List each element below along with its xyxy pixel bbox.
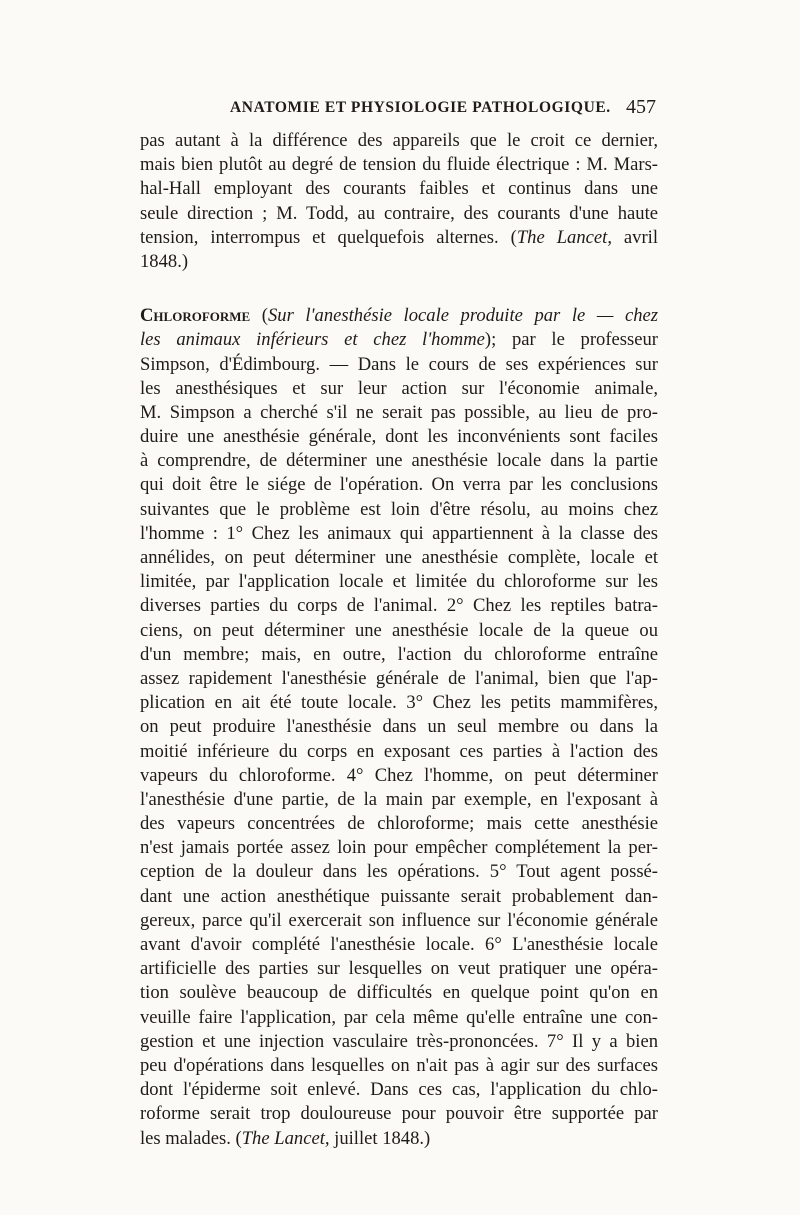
text-line: seule direction ; M. Todd, au contraire, des courants d'une haute <box>140 202 658 224</box>
entry-label: Chloroforme <box>140 305 251 327</box>
text-line: mais bien plutôt au degré de tension du fluide électrique : M. Mars- <box>140 154 658 176</box>
text-line: tion soulève beaucoup de difficultés en quelque point qu'on en <box>140 982 658 1004</box>
text-line: plication en ait été toute locale. 3° Chez les petits mammifères, <box>140 692 658 714</box>
text-line: veuille faire l'application, par cela même qu'elle entraîne une con- <box>140 1006 658 1028</box>
text-line: suivantes que le problème est loin d'être résolu, au moins chez <box>140 498 658 520</box>
text-line: les anesthésiques et sur leur action sur l'économie animale, <box>140 377 658 399</box>
text-line: vapeurs du chloroforme. 4° Chez l'homme, on peut déterminer <box>140 764 658 786</box>
text-line <box>140 304 658 328</box>
text-line: assez rapidement l'anesthésie générale de l'animal, bien que l'ap- <box>140 667 658 689</box>
text-line: M. Simpson a cherché s'il ne serait pas possible, au lieu de pro- <box>140 401 658 423</box>
text-fragment: les malades. ( <box>140 1127 242 1149</box>
text-line: on peut produire l'anesthésie dans un seul membre ou dans la <box>140 716 658 738</box>
text-line: ciens, on peut déterminer une anesthésie locale de la queue ou <box>140 619 658 641</box>
citation-date: juillet 1848.) <box>329 1127 431 1149</box>
paragraph-electric-current <box>140 129 658 274</box>
text-fragment: tension, interrompus et quelquefois alternes. ( <box>140 226 517 248</box>
text-line <box>140 226 658 250</box>
citation-journal: The Lancet <box>516 226 608 248</box>
paragraph-chloroforme <box>140 304 658 1151</box>
text-line: l'homme : 1° Chez les animaux qui appartiennent à la classe des <box>140 522 658 544</box>
citation-date: , avril <box>607 226 658 248</box>
text-line: ception de la douleur dans les opérations. 5° Tout agent possé- <box>140 861 658 883</box>
text-line <box>140 328 658 352</box>
text-line: d'un membre; mais, en outre, l'action du chloroforme entraîne <box>140 643 658 665</box>
text-line: moitié inférieure du corps en exposant ces parties à l'action des <box>140 740 658 762</box>
text-line: 1848.) <box>140 250 189 272</box>
text-line: avant d'avoir complété l'anesthésie locale. 6° L'anesthésie locale <box>140 934 658 955</box>
text-line: diverses parties du corps de l'animal. 2° Chez les reptiles batra- <box>140 595 658 617</box>
text-line: roforme serait trop douloureuse pour pouvoir être supportée par <box>140 1103 658 1125</box>
text-line: Simpson, d'Édimbourg. — Dans le cours de ses expériences sur <box>140 353 658 375</box>
text-line <box>140 1127 658 1151</box>
text-fragment: ); par le professeur <box>484 329 658 351</box>
paragraph-gap <box>140 274 658 304</box>
text-line: artificielle des parties sur lesquelles on veut pratiquer une opéra- <box>140 958 658 980</box>
citation-journal: The Lancet, <box>241 1127 330 1149</box>
text-line: à comprendre, de déterminer une anesthésie locale dans la partie <box>140 450 658 472</box>
page-number: 457 <box>626 96 656 118</box>
article-title: Sur l'anesthésie locale produite par le — chez <box>267 305 658 327</box>
text-line: peu d'opérations dans lesquelles on n'ait pas à agir sur des surfaces <box>140 1054 658 1076</box>
text-line: n'est jamais portée assez loin pour empêcher complétement la per- <box>140 837 658 859</box>
text-line: gereux, parce qu'il exercerait son influence sur l'économie générale <box>140 909 658 931</box>
text-line: dont l'épiderme soit enlevé. Dans ces cas, l'application du chlo- <box>140 1079 658 1101</box>
text-line: dant une action anesthétique puissante serait probablement dan- <box>140 885 658 907</box>
text-line: limitée, par l'application locale et limitée du chloroforme sur les <box>140 571 658 593</box>
text-fragment: ( <box>250 305 268 327</box>
text-line: duire une anesthésie générale, dont les inconvénients sont faciles <box>140 426 658 448</box>
page-body <box>140 129 658 1151</box>
running-title: ANATOMIE ET PHYSIOLOGIE PATHOLOGIQUE. <box>230 99 611 116</box>
text-line: des vapeurs concentrées de chloroforme; mais cette anesthésie <box>140 813 658 835</box>
text-line: l'anesthésie d'une partie, de la main par exemple, en l'exposant à <box>140 788 658 810</box>
text-line: qui doit être le siége de l'opération. On verra par les conclusions <box>140 474 658 496</box>
page-header <box>140 96 656 122</box>
text-line: gestion et une injection vasculaire très-prononcées. 7° Il y a bien <box>140 1030 658 1052</box>
article-title: les animaux inférieurs et chez l'homme <box>140 329 485 351</box>
text-line: hal-Hall employant des courants faibles et continus dans une <box>140 178 658 200</box>
text-line: annélides, on peut déterminer une anesthésie complète, locale et <box>140 547 658 568</box>
text-line: pas autant à la différence des appareils que le croit ce dernier, <box>140 130 658 151</box>
